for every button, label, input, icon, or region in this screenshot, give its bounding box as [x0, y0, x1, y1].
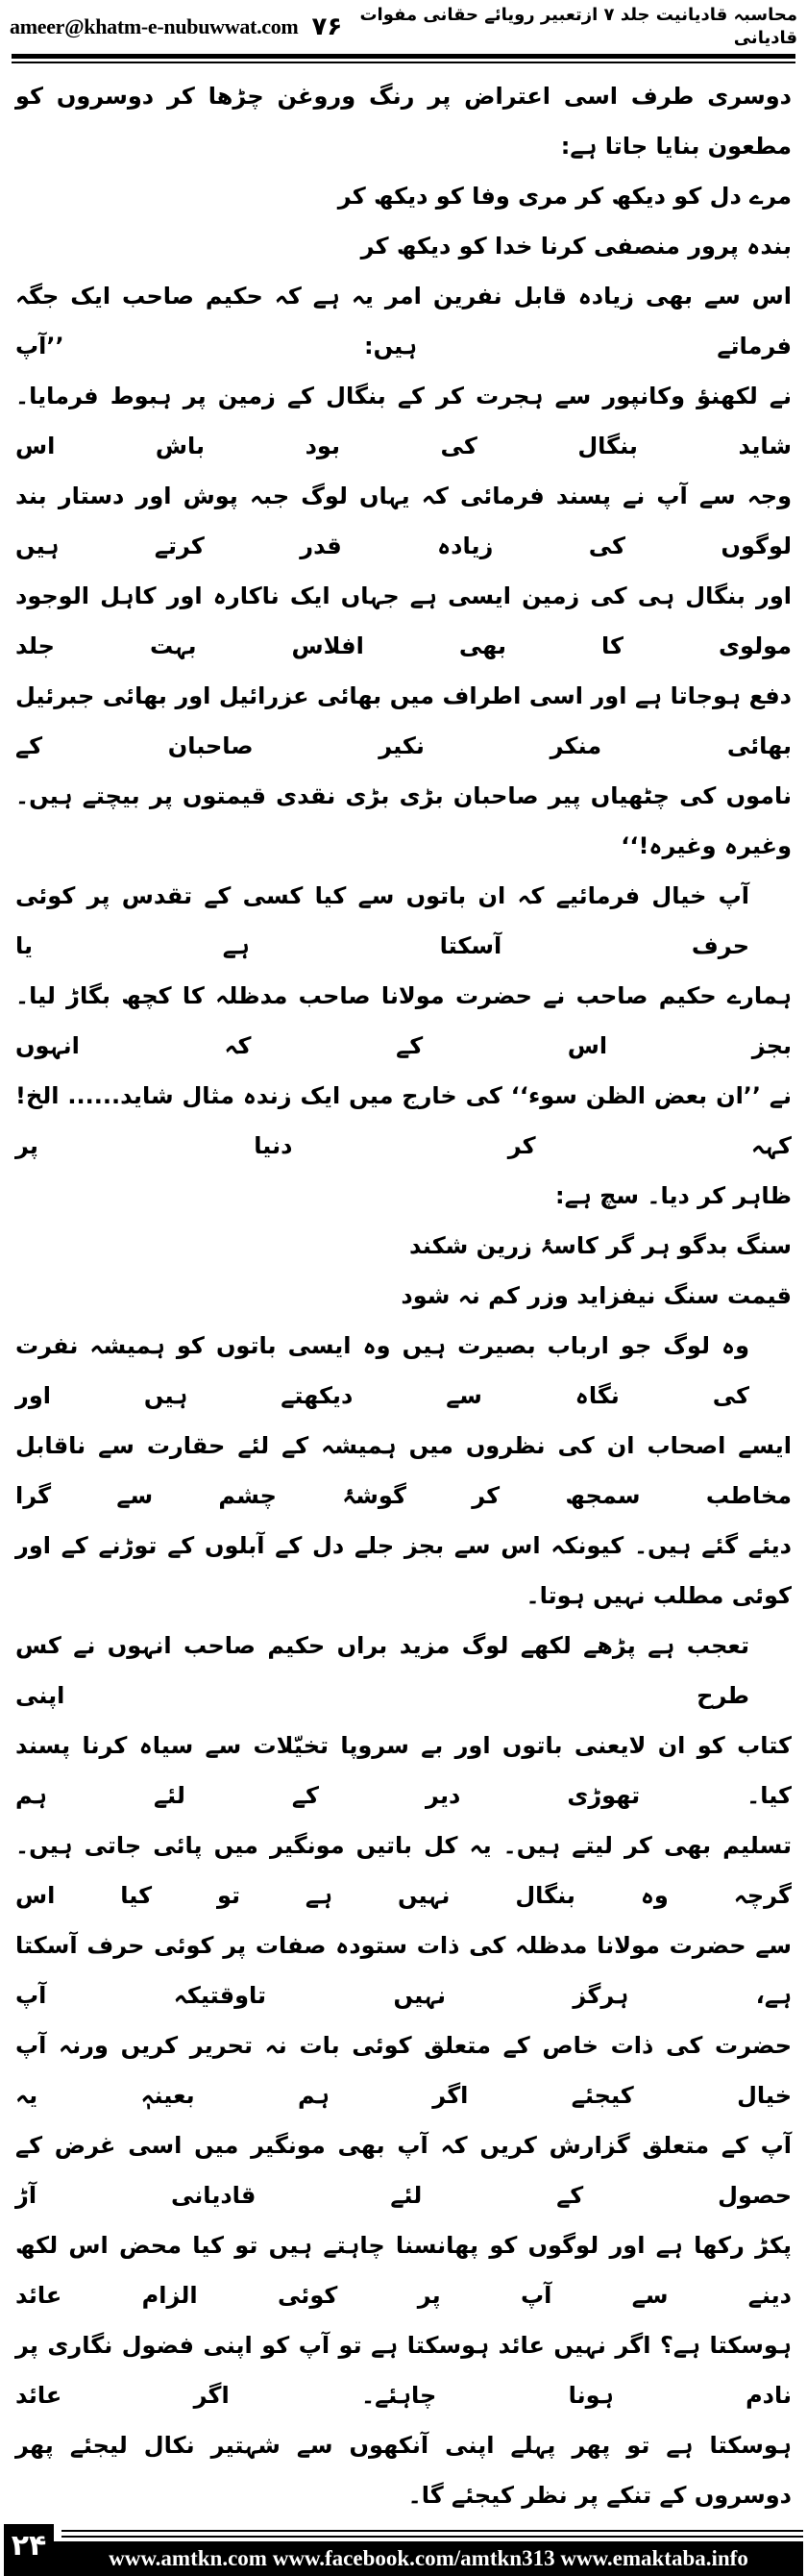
- verse-first-hemistich: مرے دل کو دیکھ کر مری وفا کو دیکھ کر: [337, 183, 792, 210]
- verse-couplet: [15, 171, 792, 271]
- text-line: تعجب ہے پڑھے لکھے لوگ مزید براں حکیم صاحب انہوں نے کس طرح اپنی: [15, 1632, 749, 1709]
- header-page-number: ۷۶: [311, 12, 343, 41]
- text-line: اور بنگال ہی کی زمین ایسی ہے جہاں ایک ناکارہ اور کاہل الوجود مولوی کا بھی افلاس بہت جلد: [15, 582, 792, 659]
- text-line: ناموں کی چٹھیاں پیر صاحبان بڑی بڑی نقدی قیمتوں پر بیچتے ہیں۔ وغیرہ وغیرہ!‘‘: [15, 782, 792, 859]
- text-line: وہ لوگ جو ارباب بصیرت ہیں وہ ایسی باتوں کو ہمیشہ نفرت کی نگاہ سے دیکھتے ہیں اور: [15, 1332, 749, 1409]
- header-book-title: محاسبہ قادیانیت جلد ۷ ازتعبیر رویائے حقانی مفوات قادیانی: [359, 5, 797, 48]
- text-line: دفع ہوجاتا ہے اور اسی اطراف میں بھائی عزرائیل اور بھائی جبرئیل بھائی منکر نکیر صاحبان کے: [15, 682, 792, 759]
- text-line: اس سے بھی زیادہ قابل نفرین امر یہ ہے کہ حکیم صاحب ایک جگہ فرماتے ہیں: ’’آپ: [15, 283, 792, 359]
- header-email: ameer@khatm-e-nubuwwat.com: [10, 14, 299, 38]
- text-line: تسلیم بھی کر لیتے ہیں۔ یہ کل باتیں مونگیر میں پائی جاتی ہیں۔ گرچہ وہ بنگال نہیں ہے تو کیا اس: [15, 1832, 792, 1909]
- page-footer: [0, 2520, 807, 2576]
- verse-second-hemistich: قیمت سنگ نیفزاید وزر کم نہ شود: [401, 1282, 792, 1309]
- text-line: ہوسکتا ہے؟ اگر نہیں عائد ہوسکتا ہے تو آپ کو اپنی فضول نگاری پر نادم ہونا چاہئے۔ اگر عائد: [15, 2332, 792, 2409]
- text-line: نے ’’ان بعض الظن سوء‘‘ کی خارج میں ایک زندہ مثال شاید...... الخ! کہہ کر دنیا پر: [15, 1082, 792, 1159]
- text-line: نے لکھنؤ وکانپور سے ہجرت کر کے بنگال کے زمین پر ہبوط فرمایا۔ شاید بنگال کی بود باش اس: [15, 383, 792, 459]
- text-line: ظاہر کر دیا۔ سچ ہے:: [555, 1182, 792, 1209]
- text-line: ایسے اصحاب ان کی نظروں میں ہمیشہ کے لئے حقارت سے ناقابل مخاطب سمجھ کر گوشۂ چشم سے گرا: [15, 1432, 792, 1509]
- header-rule-thick: [12, 54, 795, 59]
- footer-links: www.amtkn.com www.facebook.com/amtkn313 www.emaktaba.info: [54, 2541, 803, 2576]
- verse-couplet: [15, 1221, 792, 1321]
- text-line: وجہ سے آپ نے پسند فرمائی کہ یہاں لوگ جبہ پوش اور دستار بند لوگوں کی زیادہ قدر کرتے ہیں: [15, 483, 792, 559]
- page-header: [0, 0, 807, 63]
- text-line: کتاب کو ان لایعنی باتوں اور بے سروپا تخیّلات سے سیاہ کرنا پسند کیا۔ تھوڑی دیر کے لئے ہم: [15, 1732, 792, 1809]
- text-line: دیئے گئے ہیں۔ کیونکہ اس سے بجز جلے دل کے آبلوں کے توڑنے کے اور کوئی مطلب نہیں ہوتا۔: [15, 1532, 792, 1609]
- footer-rule: [61, 2536, 803, 2538]
- verse-second-hemistich: بندہ پرور منصفی کرنا خدا کو دیکھ کر: [360, 233, 792, 260]
- footer-page-number: ۲۴: [4, 2524, 54, 2576]
- text-line: سے حضرت مولانا مدظلہ کی ذات ستودہ صفات پر کوئی حرف آسکتا ہے، ہرگز نہیں تاوقتیکہ آپ: [15, 1932, 792, 2009]
- header-rule-thin: [12, 62, 795, 63]
- text-line: پکڑ رکھا ہے اور لوگوں کو پھانسنا چاہتے ہیں تو کیا محض اس لکھ دینے سے آپ پر کوئی الزام عائد: [15, 2232, 792, 2309]
- text-line: دوسری طرف اسی اعتراض پر رنگ وروغن چڑھا کر دوسروں کو مطعون بنایا جاتا ہے:: [15, 83, 792, 160]
- text-line: ہمارے حکیم صاحب نے حضرت مولانا صاحب مدظلہ کا کچھ بگاڑ لیا۔ بجز اس کے کہ انہوں: [15, 982, 792, 1059]
- header-row: [10, 4, 797, 50]
- page-body: [15, 71, 792, 2520]
- verse-first-hemistich: سنگ بدگو ہر گر کاسۂ زرین شکند: [409, 1232, 792, 1259]
- text-line: آپ خیال فرمائیے کہ ان باتوں سے کیا کسی کے تقدس پر کوئی حرف آسکتا ہے یا: [15, 882, 749, 959]
- text-line: ہوسکتا ہے تو پھر پہلے اپنی آنکھوں سے شہتیر نکال لیجئے پھر دوسروں کے تنکے پر نظر کیجئے گا۔: [15, 2432, 792, 2509]
- footer-rule: [61, 2530, 803, 2532]
- text-line: آپ کے متعلق گزارش کریں کہ آپ بھی مونگیر میں اسی غرض کے حصول کے لئے قادیانی آڑ: [15, 2132, 792, 2209]
- text-line: حضرت کی ذات خاص کے متعلق کوئی بات نہ تحریر کریں ورنہ آپ خیال کیجئے اگر ہم بعینہٖ یہ: [15, 2032, 792, 2109]
